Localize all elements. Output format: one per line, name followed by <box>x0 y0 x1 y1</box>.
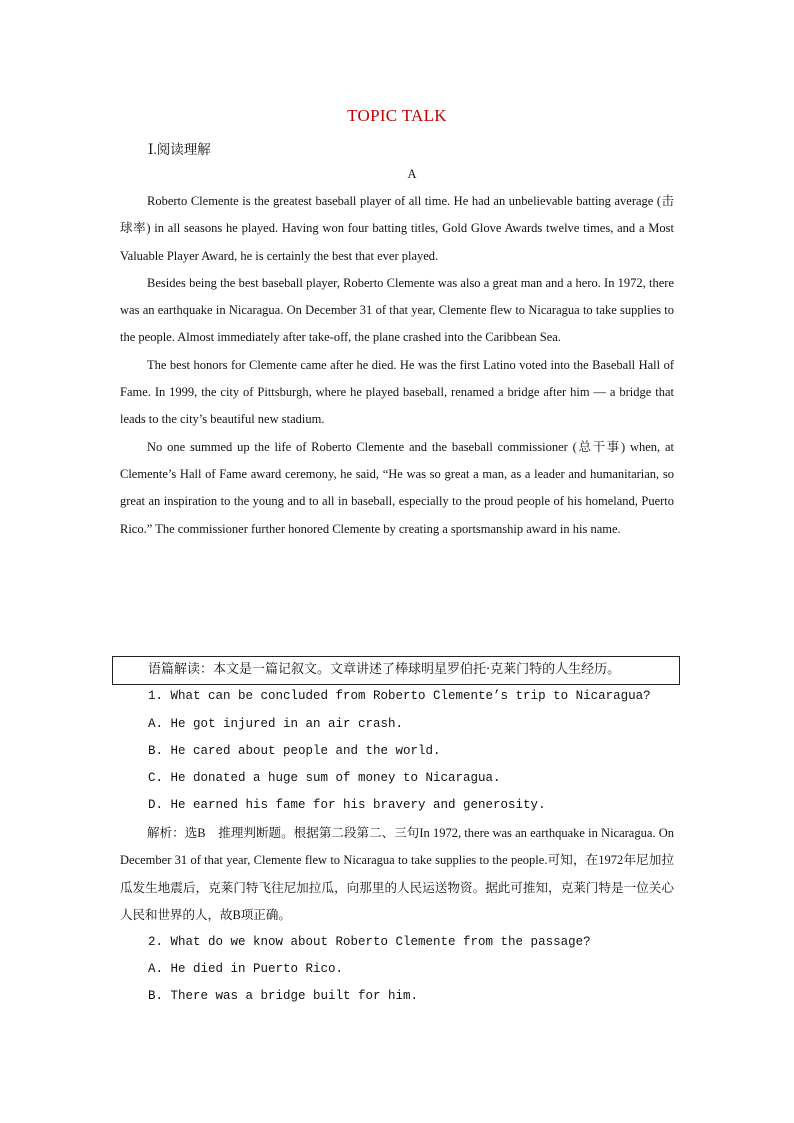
question-1-option-b: B. He cared about people and the world. <box>148 744 441 758</box>
section-heading: Ⅰ.阅读理解 <box>148 142 211 157</box>
passage-label: A <box>407 167 417 181</box>
paragraph-1: Roberto Clemente is the greatest baseball player of all time. He had an unbelievable batting average (击球率) in all seasons he played. Having won four batting titles, Gold Glove Awards twelve times, and a Most Valuable Player Award, he is certainly the best that ever played. <box>120 194 674 263</box>
question-2-stem: 2. What do we know about Roberto Clemente from the passage? <box>148 935 591 949</box>
question-1-option-a: A. He got injured in an air crash. <box>148 717 404 731</box>
page-title: TOPIC TALK <box>347 106 447 125</box>
question-2-option-b: B. There was a bridge built for him. <box>148 989 419 1003</box>
analysis-text: 语篇解读：本文是一篇记叙文。文章讲述了棒球明星罗伯托·克莱门特的人生经历。 <box>148 662 621 677</box>
explanation-text: 解析：选B 推理判断题。根据第二段第二、三句In 1972, there was an earthquake in Nicaragua. On December 31 of that year, Clemente flew to Nicaragua to take supplies to the people.可知，在1972年尼加拉瓜发生地震后，克莱门特飞往尼加拉瓜，向那里的人民运送物资。据此可推知，克莱门特是一位关心人民和世界的人，故B项正确。 <box>120 826 674 922</box>
passage-body <box>120 188 674 543</box>
paragraph-4: No one summed up the life of Roberto Clemente and the baseball commissioner (总干事) when, at Clemente’s Hall of Fame award ceremony, he said, “He was so great a man, as a leader and humanitarian, so great an inspiration to the young and to all in baseball, especially to the proud people of his homeland, Puerto Rico.” The commissioner further honored Clemente by creating a sportsmanship award in his name. <box>120 439 674 536</box>
question-2-option-a: A. He died in Puerto Rico. <box>148 962 344 976</box>
question-1-option-d: D. He earned his fame for his bravery and generosity. <box>148 798 546 812</box>
paragraph-3: The best honors for Clemente came after he died. He was the first Latino voted into the Baseball Hall of Fame. In 1999, the city of Pittsburgh, where he played baseball, renamed a bridge after him — a bridge that leads to the city’s beautiful new stadium. <box>120 357 674 427</box>
question-1-option-c: C. He donated a huge sum of money to Nicaragua. <box>148 771 501 785</box>
explanation <box>120 820 674 929</box>
paragraph-2: Besides being the best baseball player, Roberto Clemente was also a great man and a hero. In 1972, there was an earthquake in Nicaragua. On December 31 of that year, Clemente flew to Nicaragua to take supplies to the people. Almost immediately after take-off, the plane crashed into the Caribbean Sea. <box>120 275 674 345</box>
question-1-stem: 1. What can be concluded from Roberto Clemente’s trip to Nicaragua? <box>148 689 651 703</box>
